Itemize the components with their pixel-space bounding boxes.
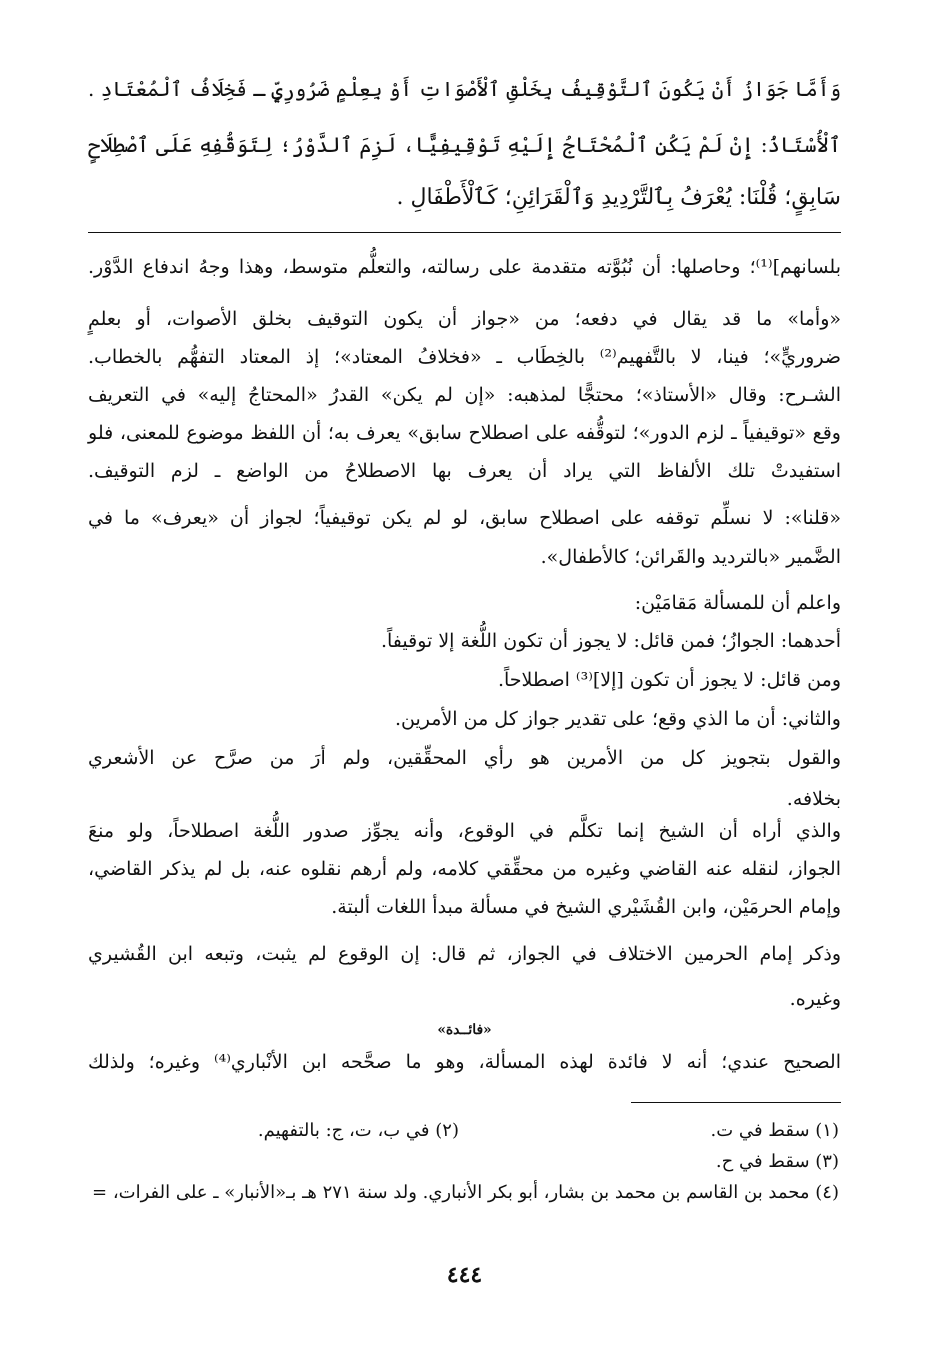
sharh-line-15: والذي أراه أن الشيخ إنما تكلَّم في الوقوع، وأنه يجوِّز صدور اللُّغة اصطلاحاً، ولو منعَ — [88, 820, 841, 842]
sharh-line-5: وقع «توقيفياً ـ لزم الدور»؛ لتوقُّفه على اصطلاح سابق» يعرف به؛ أن اللفظ موضوع للمعنى، فلو — [88, 422, 841, 444]
footnote-2: (٢) في ب، ت، ج: بالتفهيم. — [257, 1120, 459, 1141]
footnote-1: (١) سقط في ت. — [710, 1120, 839, 1141]
sharh-line-13: والقول بتجويز كل من الأمرين هو رأي المحقِّقين، ولم أرَ من صرَّح عن الأشعري — [88, 747, 841, 769]
sharh-line-19: وغيره. — [789, 988, 841, 1010]
faida-text: الصحيح عندي؛ أنه لا فائدة لهذه المسألة، وهو ما صحَّحه ابن الأنْباري⁽⁴⁾ وغيره؛ ولذلك — [88, 1051, 841, 1073]
sharh-line-4: الشـرح: وقال «الأستاذ»؛ محتجًّا لمذهبه: «إن لم يكن» القدرُ «المحتاجُ إليه» في التعريف — [88, 384, 841, 406]
sharh-line-7: «قلنا»: لا نسلِّم توقفه على اصطلاح سابق، لو لم يكن توقيفياً؛ لجواز أن «يعرف» ما في — [88, 507, 841, 529]
sharh-line-8: الضَّمير «بالترديد والقَرائن؛ كالأطفال». — [540, 546, 841, 568]
sharh-line-10: أحدهما: الجوازُ؛ فمن قائل: لا يجوز أن تكون اللُّغة إلا توقيفاً. — [380, 630, 841, 652]
sharh-line-14: بخلافه. — [786, 788, 841, 810]
sharh-line-18: وذكر إمام الحرمين الاختلاف في الجواز، ثم قال: إن الوقوع لم يثبت، وتبعه ابن القُشيري — [88, 943, 841, 965]
footnote-4: (٤) محمد بن القاسم بن محمد بن بشار، أبو بكر الأنباري. ولد سنة ٢٧١ هـ بـ«الأنبار» ـ على الفرات، = — [92, 1182, 839, 1203]
sharh-line-17: وإمام الحرمَيْن، وابن القُشَيْري الشيخ في مسألة مبدأ اللغات ألبتة. — [331, 896, 841, 918]
matn-line-1: وَأَمَّا جَوَازُ أَنْ يَكُونَ ٱلتَّوْقِيفُ بِخَلْقِ ٱلْأَصْوَاتِ أَوْ بِعِلْمٍ ضَرُورِيٍّ ـ فَخِلَافُ ٱلْمُعْتَادِ . — [88, 78, 841, 101]
page-number: ٤٤٤ — [446, 1262, 483, 1288]
sharh-line-16: الجواز، لنقله عنه القاضي وغيره من محقِّقي كلامه، ولم أرهم نقلوه عنه، بل لم يذكر القاضي، — [88, 858, 841, 880]
faida-heading: «فائــدة» — [437, 1022, 492, 1038]
matn-line-2: ٱلْأُسْتَاذُ: إِنْ لَمْ يَكُنِ ٱلْمُحْتَاجُ إِلَيْهِ تَوْقِيفِيًّا، لَزِمَ ٱلدَّوْرُ؛ لِتَوَقُّفِهِ عَلَى ٱصْطِلَاحٍ — [88, 133, 841, 157]
sharh-line-9: واعلم أن للمسألة مَقامَيْن: — [634, 592, 841, 614]
sharh-line-1: بلسانهم]⁽¹⁾؛ وحاصلها: أن نُبُوَّته متقدمة على رسالته، والتعلُّم متوسط، وهذا وجهُ اندفاع الدَّوْر. — [88, 256, 841, 278]
sharh-line-3: ضروريٍّ»؛ فينا، لا بالتَّفهيم⁽²⁾ بالخِطَاب ـ «فخلافُ المعتاد»؛ إذ المعتاد التفهُّم بالخطاب. — [88, 346, 841, 368]
footnote-3: (٣) سقط في ح. — [715, 1151, 839, 1172]
sharh-line-11: ومن قائل: لا يجوز أن تكون [إلا]⁽³⁾ اصطلاحاً. — [497, 669, 841, 691]
sharh-line-2: «وأما» ما قد يقال في دفعه؛ من «جواز أن يكون التوقيف بخلق الأصوات، أو بعلمٍ — [88, 308, 841, 330]
matn-divider — [88, 232, 841, 233]
footnote-divider — [631, 1102, 841, 1103]
sharh-line-6: استفيدتْ تلك الألفاظ التي يراد أن يعرف بها الاصطلاحُ من الواضع ـ لزم التوقيف. — [88, 460, 841, 482]
matn-line-3: سَابِقٍ؛ قُلْنَا: يُعْرَفُ بِٱلتَّرْدِيدِ وَٱلْقَرَائِنِ؛ كَٱلْأَطْفَالِ . — [396, 185, 841, 210]
sharh-line-12: والثاني: أن ما الذي وقع؛ على تقدير جواز كل من الأمرين. — [395, 708, 841, 730]
